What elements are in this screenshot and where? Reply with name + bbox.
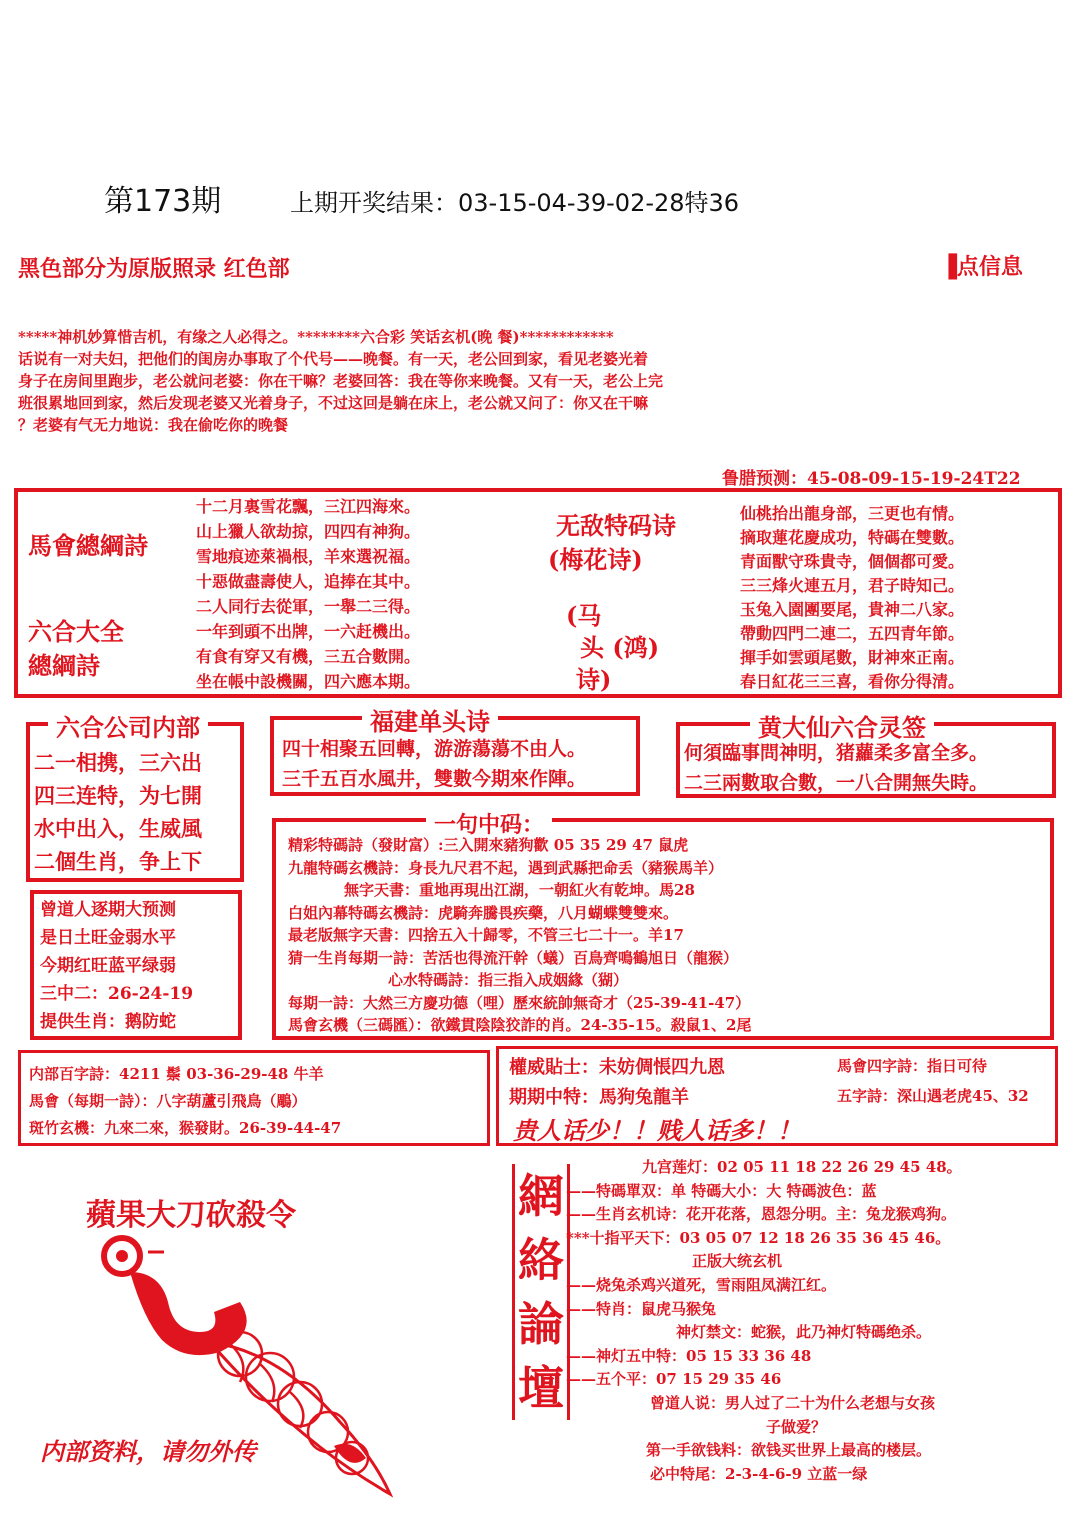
five-char-poem: 五字詩：深山遇老虎45、32 [837,1087,1029,1105]
apple-title: 蘋果大刀砍殺令 [86,1198,296,1233]
forum-line: ——特肖：鼠虎马猴兔 [566,1299,717,1318]
authority-box [496,1046,1058,1146]
poem-line: 玉兔入園團要尾，貴神二八家。 [740,600,965,619]
poem-line: 春日紅花三三喜，看你分得清。 [740,672,965,691]
label-liuhe-2: 總綱詩 [28,651,100,680]
authority-tip: 權威貼士：未妨倜悵四九恩 [509,1057,725,1078]
poem-line: 坐在帳中設機關，四六應本期。 [196,672,421,691]
forum-line: ***十指平天下：03 05 07 12 18 26 35 36 45 46。 [566,1228,951,1247]
forum-line: 必中特尾：2-3-4-6-9 立蓝一绿 [650,1464,868,1483]
forum-seal [512,1164,570,1420]
poem-line: 仙桃抬出龍身部，三更也有情。 [740,504,965,523]
internal-lines [29,1061,485,1142]
yiju-line: 無字天書：重地再現出江湖，一朝紅火有乾坤。馬28 [344,881,695,899]
yiju-line: 每期一詩：大然三方慶功德（哩）歷來統帥無奇才（25-39-41-47） [288,993,751,1012]
joke-line: 身子在房间里跑步，老公就问老婆：你在干嘛？老婆回答：我在等你来晚餐。又有一天，老公上完 [18,372,664,390]
zengdao-line: 三中二：26-24-19 [40,984,194,1004]
forum-line: 曾道人说：男人过了二十为什么老想与女孩 [650,1393,936,1412]
forum-line: ——神灯五中特：05 15 33 36 48 [566,1346,812,1365]
internal-line: 斑竹玄機：九來二來，猴發財。26-39-44-47 [29,1119,342,1137]
zengdao-lines [40,896,193,1036]
joke-block [18,326,1070,436]
mid-title-4: 头 (鸿) [580,633,660,662]
poem-line: 十惡做盡壽使人，追捧在其中。 [196,572,421,591]
fujian-line: 三千五百水風井，雙數今期來作陣。 [282,768,587,790]
yiju-line: 最老版無字天書：四捨五入十歸零，不管三七二十一。羊17 [288,926,684,944]
poem-line: 青面獸守珠貴寺，個個都可愛。 [740,552,965,571]
forum-line: 九宫莲灯：02 05 11 18 22 26 29 45 48。 [642,1158,962,1176]
fujian-box [270,707,640,796]
fujian-line: 四十相聚五回轉，游游蕩蕩不由人。 [282,738,587,760]
huang-lines [684,738,988,798]
internal-line: 内部百字詩：4211 鬃 03-36-29-48 牛羊 [29,1065,324,1083]
forum-lines [566,1156,1066,1486]
seal-char: 網 [518,1169,564,1223]
internal-line: 馬會（每期一詩）：八字葫蘆引飛鳥（鵰） [29,1092,307,1110]
yiju-line: 馬會玄機（三碼匯）：欲鐵貫陰陰狡詐的肖。24-35-15。殺鼠1、2尾 [288,1016,752,1034]
yiju-line: 九龍特碼玄機詩：身長九尺君不起，遇到武縣把命丢（豬猴馬羊） [288,858,724,877]
left-poem-column [196,494,526,694]
mid-title-1: 无敌特码诗 [556,511,676,540]
mid-title-2: (梅花诗) [548,545,643,574]
seal-char: 論 [518,1297,564,1351]
fujian-lines [282,734,586,794]
joke-line: ？老婆有气无力地说：我在偷吃你的晚餐 [18,416,289,434]
forum-line: ——烧兔杀鸡兴道死，雪雨阻凤满江红。 [566,1275,837,1294]
yiju-title: 一句中码： [426,808,552,839]
zengdao-line: 曾道人逐期大预测 [40,900,176,920]
poem-line: 有食有穿又有機，三五合數開。 [196,647,421,666]
zengdao-line: 今期红旺蓝平绿弱 [40,956,176,976]
intro-left: 黑色部分为原版照录 红色部 [18,256,290,282]
company-line: 二一相携，三六出 [34,750,202,775]
label-liuhe-1: 六合大全 [28,617,124,646]
zengdao-line: 提供生肖：鹅防蛇 [40,1012,176,1032]
poem-line: 摘取蓮花慶成功，特碼在雙數。 [740,528,965,547]
forum-line: ——五个平：07 15 29 35 46 [566,1370,782,1389]
last-result: 上期开奖结果：03-15-04-39-02-28特36 [290,189,740,217]
mid-title-3: (马 [566,601,602,630]
huang-title: 黄大仙六合灵签 [750,708,934,743]
huang-line: 何須臨事問神明，猪蘿柔多富全多。 [684,742,989,764]
seal-char: 絡 [518,1233,564,1287]
label-horse-poem: 馬會總綱詩 [28,531,148,560]
joke-title: *****神机妙算惜吉机，有缘之人必得之。********六合彩 笑话玄机(晚 餐)************ [18,328,614,346]
huang-box [676,713,1056,798]
poem-line: 二人同行去從軍，一舉二三得。 [196,597,421,616]
huang-line: 二三兩數取合數，一八合開無失時。 [684,772,989,794]
poem-line: 帶動四門二連二，五四青年節。 [740,624,965,643]
joke-line: 话说有一对夫妇，把他们的闺房办事取了个代号——晚餐。有一天，老公回到家，看见老婆光着 [18,350,649,368]
right-poem-column [740,502,1060,694]
yiju-line: 心水特碼詩：指三指入成姻緣（猢） [388,971,629,989]
forum-line: ——特碼單双：单 特碼大小：大 特碼波色：蓝 [566,1181,877,1200]
poem-line: 三三烽火連五月，君子時知己。 [740,576,965,595]
company-line: 水中出入，生威風 [34,816,202,841]
intro-right: ▐点信息 [940,254,1023,280]
internal-box [18,1050,490,1146]
seal-char: 壇 [518,1361,564,1415]
yiju-line: 白姐內幕特碼玄機詩：虎騎奔騰畏疾藥，八月蝴蝶雙雙來。 [288,903,679,922]
poem-section [14,488,1062,698]
apple-footer: 内部资料，请勿外传 [40,1437,256,1466]
joke-line: 班很累地回到家，然后发现老婆又光着身子，不过这回是躺在床上，老公就又问了：你又在干嘛 [18,394,649,412]
forum-line: 第一手欲钱料：欲钱买世界上最高的楼层。 [646,1441,932,1460]
company-line: 二個生肖，争上下 [34,849,202,874]
poem-line: 十二月裏雪花飄，三江四海來。 [196,497,421,516]
slogan: 贵人话少！！贱人话多！！ [513,1116,801,1145]
zengdao-line: 是日土旺金弱水平 [40,928,176,948]
forum-line: 正版大统玄机 [692,1252,783,1271]
yiju-line: 猜一生肖每期一詩：苦活也得流汗幹（蟻）百鳥齊鳴鶴旭日（龍猴） [288,948,739,967]
poem-line: 揮手如雲頭尾數，財神來正南。 [740,648,965,667]
company-line: 四三连特，为七開 [34,783,202,808]
mid-title-5: 诗) [576,665,612,694]
yiju-line: 精彩特碼詩（發財富）:三入開來豬狗歡 05 35 29 47 鼠虎 [288,836,689,854]
yiju-lines [288,834,1050,1037]
prediction-line: 鲁腊预测：45-08-09-15-19-24T22 [722,469,1021,489]
horse-four-char: 馬會四字詩：指日可待 [837,1057,988,1075]
company-lines [34,746,202,878]
poem-line: 雪地痕迹萊禍根，羊來選祝福。 [196,547,421,566]
every-issue: 期期中特：馬狗兔龍羊 [509,1087,689,1108]
poem-line: 山上獵人欲劫掠，四四有神狗。 [196,522,421,541]
fujian-title: 福建单头诗 [362,702,498,737]
zengdao-box [30,890,242,1040]
poem-line: 一年到頭不出牌，一六赶機出。 [196,622,421,641]
forum-line: ——生肖玄机诗：花开花落，恩怨分明。主：兔龙猴鸡狗。 [566,1205,957,1224]
yiju-box [272,812,1054,1040]
issue-number: 第173期 [104,184,222,219]
company-title: 六合公司内部 [48,708,208,743]
company-box [26,713,244,882]
forum-line: 子做爱？ [766,1417,827,1436]
forum-line: 神灯禁文：蛇猴，此乃神灯特碼绝杀。 [676,1323,932,1342]
